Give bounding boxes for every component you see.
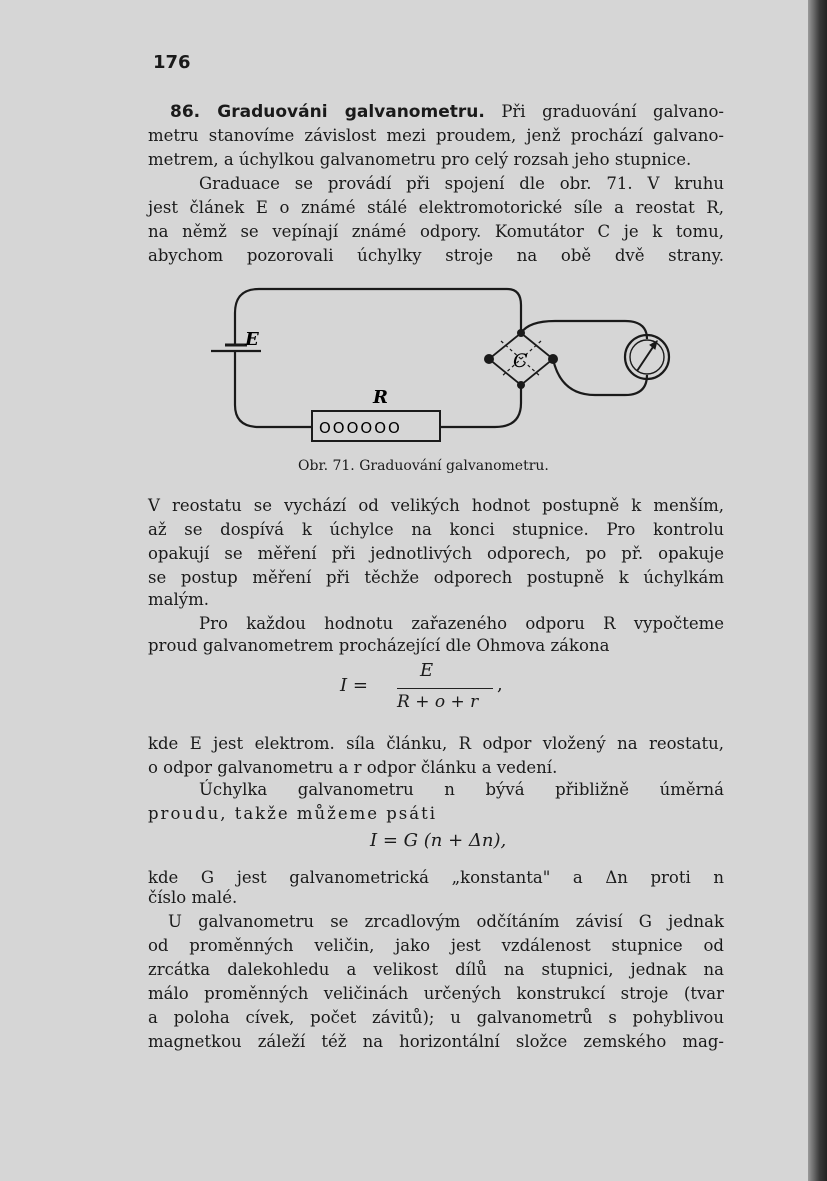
paragraph-line: zrcátka dalekohledu a velikost dílů na stupnici, jednak na <box>148 960 724 979</box>
paragraph-line: kde G jest galvanometrická „konstanta" a Δn proti n <box>148 868 724 887</box>
terminal <box>517 329 525 337</box>
paragraph-line: Pro každou hodnotu zařazeného odporu R vypočteme <box>199 614 724 633</box>
book-spine-shadow <box>808 0 827 1181</box>
paragraph-line: metrem, a úchylkou galvanometru pro celý rozsah jeho stupnice. <box>148 150 692 169</box>
paragraph-line: a poloha cívek, počet závitů); u galvanometrů s pohyblivou <box>148 1008 724 1027</box>
label-R: R <box>373 387 388 408</box>
section-first-line-rest: Při graduování galvano- <box>501 102 725 121</box>
paragraph-line: Graduace se provádí při spojení dle obr. 71. V kruhu <box>199 174 724 193</box>
paragraph-line: Úchylka galvanometru n bývá přibližně úměrná <box>199 780 724 799</box>
paragraph-line: V reostatu se vychází od velikých hodnot postupně k menším, <box>148 496 724 515</box>
paragraph-line: o odpor galvanometru a r odpor článku a vedení. <box>148 758 558 777</box>
wire-bottom-right <box>440 383 521 427</box>
rheostat-contacts: OOOOOO <box>319 419 402 437</box>
paragraph-line: na němž se vepínají známé odpory. Komutátor C je k tomu, <box>148 222 724 241</box>
formula-numerator: E <box>420 660 434 681</box>
fraction-bar <box>397 688 493 689</box>
page-number: 176 <box>153 52 191 73</box>
paragraph-line: abychom pozorovali úchylky stroje na obě dvě strany. <box>148 246 724 265</box>
paragraph-line: málo proměnných veličinách určených konstrukcí stroje (tvar <box>148 984 724 1003</box>
paragraph-line: kde E jest elektrom. síla článku, R odpor vložený na reostatu, <box>148 734 724 753</box>
paragraph-line: metru stanovíme závislost mezi proudem, jenž prochází galvano- <box>148 126 724 145</box>
paragraph-line: číslo malé. <box>148 888 238 907</box>
paragraph-line: od proměnných veličin, jako jest vzdálenost stupnice od <box>148 936 724 955</box>
paragraph-line: až se dospívá k úchylce na konci stupnice. Pro kontrolu <box>148 520 724 539</box>
label-E: E <box>245 329 259 350</box>
paragraph-line: magnetkou záleží též na horizontální složce zemského mag- <box>148 1032 724 1051</box>
label-C: C <box>513 350 528 372</box>
wire-top <box>235 289 521 337</box>
paragraph-line: malým. <box>148 590 209 609</box>
figure-caption: Obr. 71. Graduování galvanometru. <box>298 458 549 474</box>
formula-lhs: I = <box>340 675 368 696</box>
paragraph-line: se postup měření při těchže odporech postupně k úchylkám <box>148 568 724 587</box>
section-heading: 86. Graduováni galvanometru. <box>170 102 485 122</box>
formula-2: I = G (n + Δn), <box>370 830 507 851</box>
formula-fraction <box>375 660 535 720</box>
wire-to-galvanometer-top <box>521 321 647 339</box>
wire-to-galvanometer-bottom <box>553 359 647 395</box>
formula-denominator: R + o + r <box>397 692 479 712</box>
terminal <box>548 354 558 364</box>
paragraph-line: jest článek E o známé stálé elektromotorické síle a reostat R, <box>148 198 724 217</box>
circuit-diagram <box>195 275 685 445</box>
wire-bottom-left <box>235 361 312 427</box>
paragraph-line: opakují se měření při jednotlivých odporech, po př. opakuje <box>148 544 724 563</box>
paragraph-line: U galvanometru se zrcadlovým odčítáním závisí G jednak <box>168 912 724 931</box>
section-first-line <box>170 100 724 124</box>
formula-trail: , <box>497 674 503 695</box>
paragraph-line: proud galvanometrem procházející dle Ohmova zákona <box>148 636 610 655</box>
terminal <box>517 381 525 389</box>
paragraph-line: proudu, takže můžeme psáti <box>148 804 438 823</box>
terminal <box>484 354 494 364</box>
